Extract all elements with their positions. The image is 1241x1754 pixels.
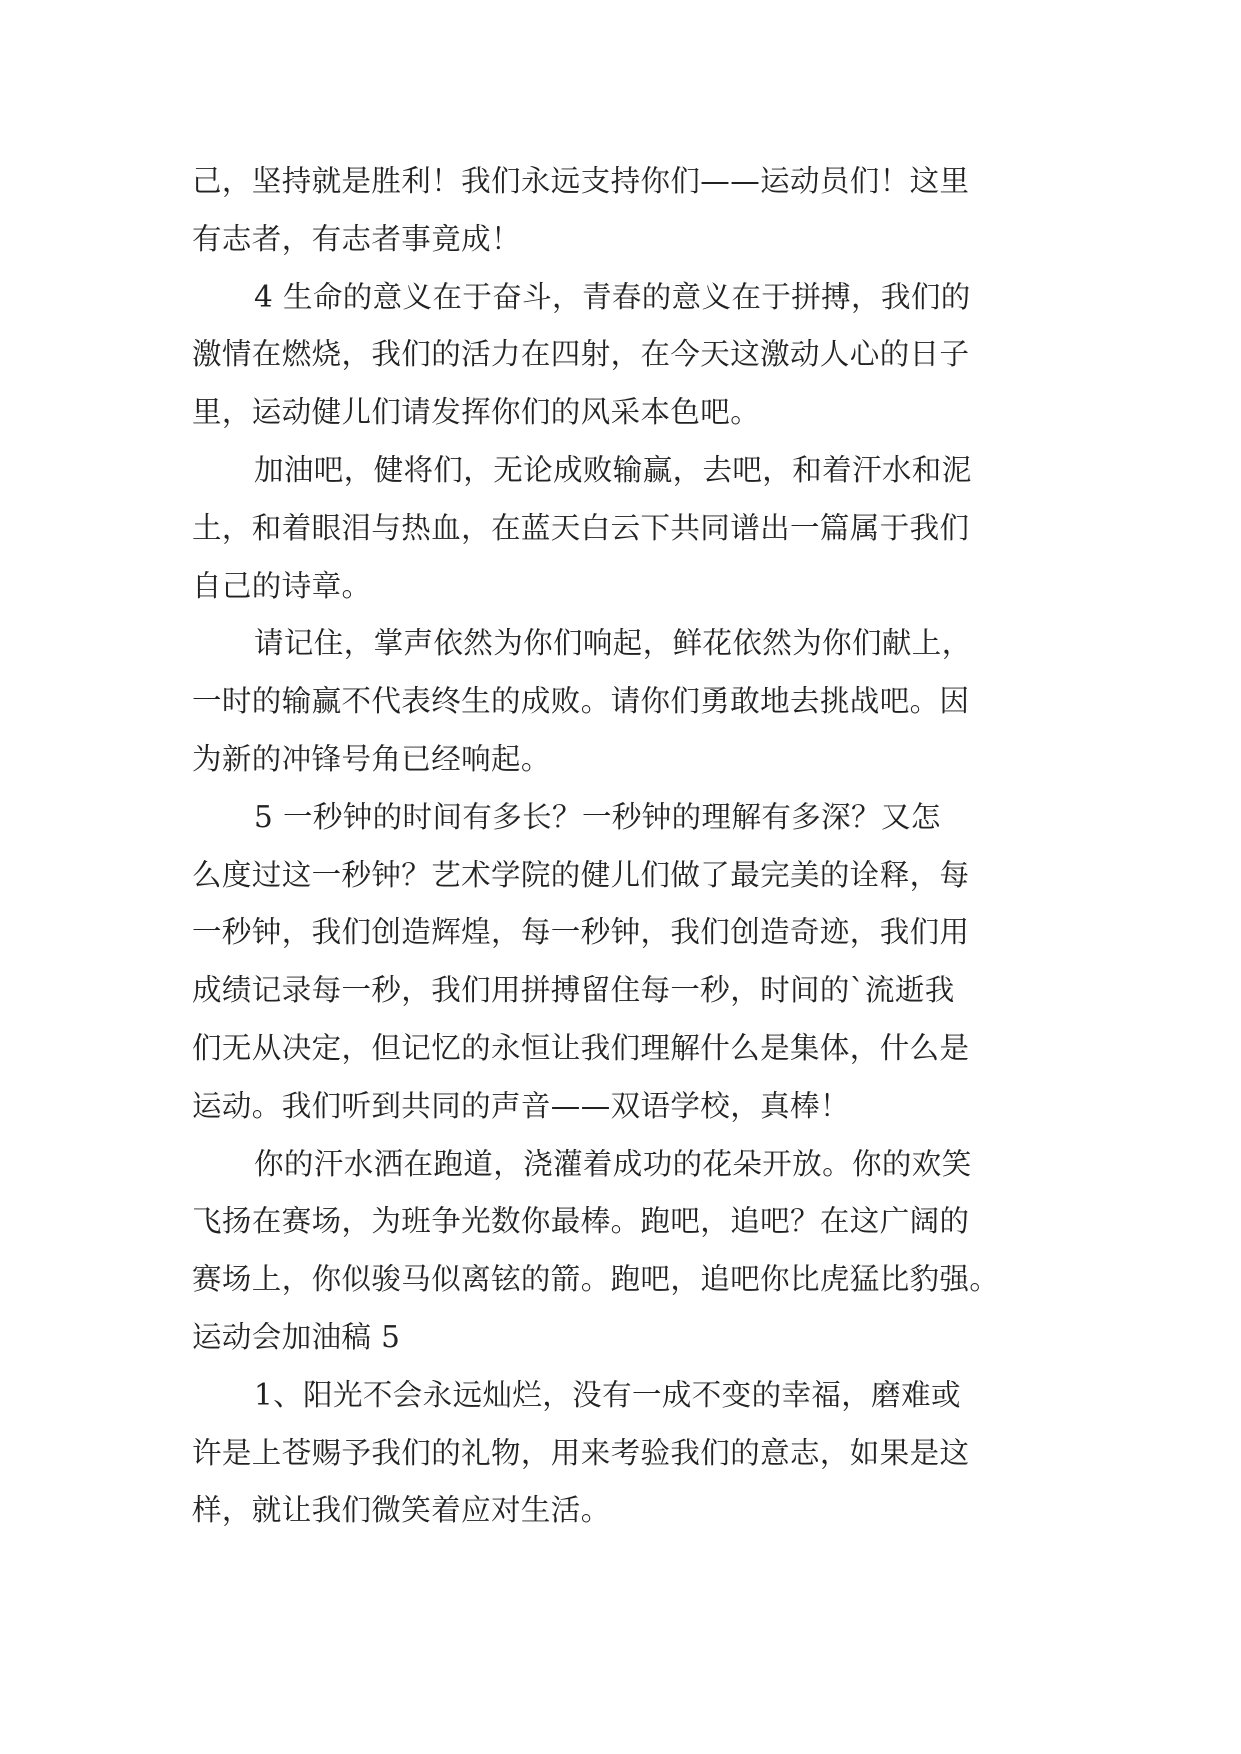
text-line: 成绩记录每一秒，我们用拼搏留住每一秒，时间的`流逝我 xyxy=(192,973,955,1008)
text-line: 么度过这一秒钟？艺术学院的健儿们做了最完美的诠释，每 xyxy=(192,857,970,892)
text-line: 许是上苍赐予我们的礼物，用来考验我们的意志，如果是这 xyxy=(192,1435,970,1470)
paragraph xyxy=(192,797,1052,1144)
text-line: 请记住，掌声依然为你们响起，鲜花依然为你们献上， xyxy=(254,626,972,661)
text-line: 4 生命的意义在于奋斗，青春的意义在于拼搏，我们的 xyxy=(254,279,971,314)
document-body xyxy=(192,161,1052,1548)
text-line: 加油吧，健将们，无论成败输赢，去吧，和着汗水和泥 xyxy=(254,452,972,487)
text-line: 己，坚持就是胜利！我们永远支持你们——运动员们！这里 xyxy=(192,164,970,198)
text-line: 们无从决定，但记忆的永恒让我们理解什么是集体，什么是 xyxy=(192,1030,970,1065)
text-line: 赛场上，你似骏马似离铉的箭。跑吧，追吧你比虎猛比豹强。 xyxy=(192,1262,1000,1297)
text-line: 土，和着眼泪与热血，在蓝天白云下共同谱出一篇属于我们 xyxy=(192,510,970,545)
paragraph xyxy=(192,1144,1052,1317)
text-line: 飞扬在赛场，为班争光数你最棒。跑吧，追吧？在这广阔的 xyxy=(192,1204,970,1239)
paragraph xyxy=(192,450,1052,623)
section-heading xyxy=(192,1317,1052,1375)
text-line: 里，运动健儿们请发挥你们的风采本色吧。 xyxy=(192,395,761,430)
text-line: 你的汗水洒在跑道，浇灌着成功的花朵开放。你的欢笑 xyxy=(254,1146,972,1181)
paragraph xyxy=(192,161,1052,277)
text-line: 运动。我们听到共同的声音——双语学校，真棒！ xyxy=(192,1088,850,1123)
text-line: 自己的诗章。 xyxy=(192,568,372,603)
text-line: 激情在燃烧，我们的活力在四射，在今天这激动人心的日子 xyxy=(192,337,970,372)
text-line: 为新的冲锋号角已经响起。 xyxy=(192,741,551,776)
paragraph xyxy=(192,277,1052,450)
text-line: 5 一秒钟的时间有多长？一秒钟的理解有多深？又怎 xyxy=(254,799,941,834)
text-line: 样，就让我们微笑着应对生活。 xyxy=(192,1493,611,1528)
text-line: 1、阳光不会永远灿烂，没有一成不变的幸福，磨难或 xyxy=(254,1377,961,1412)
section-heading-text: 运动会加油稿 5 xyxy=(192,1319,401,1354)
paragraph xyxy=(192,623,1052,796)
text-line: 一秒钟，我们创造辉煌，每一秒钟，我们创造奇迹，我们用 xyxy=(192,915,970,950)
text-line: 一时的输赢不代表终生的成败。请你们勇敢地去挑战吧。因 xyxy=(192,684,970,719)
text-line: 有志者，有志者事竟成！ xyxy=(192,221,521,256)
paragraph xyxy=(192,1375,1052,1548)
